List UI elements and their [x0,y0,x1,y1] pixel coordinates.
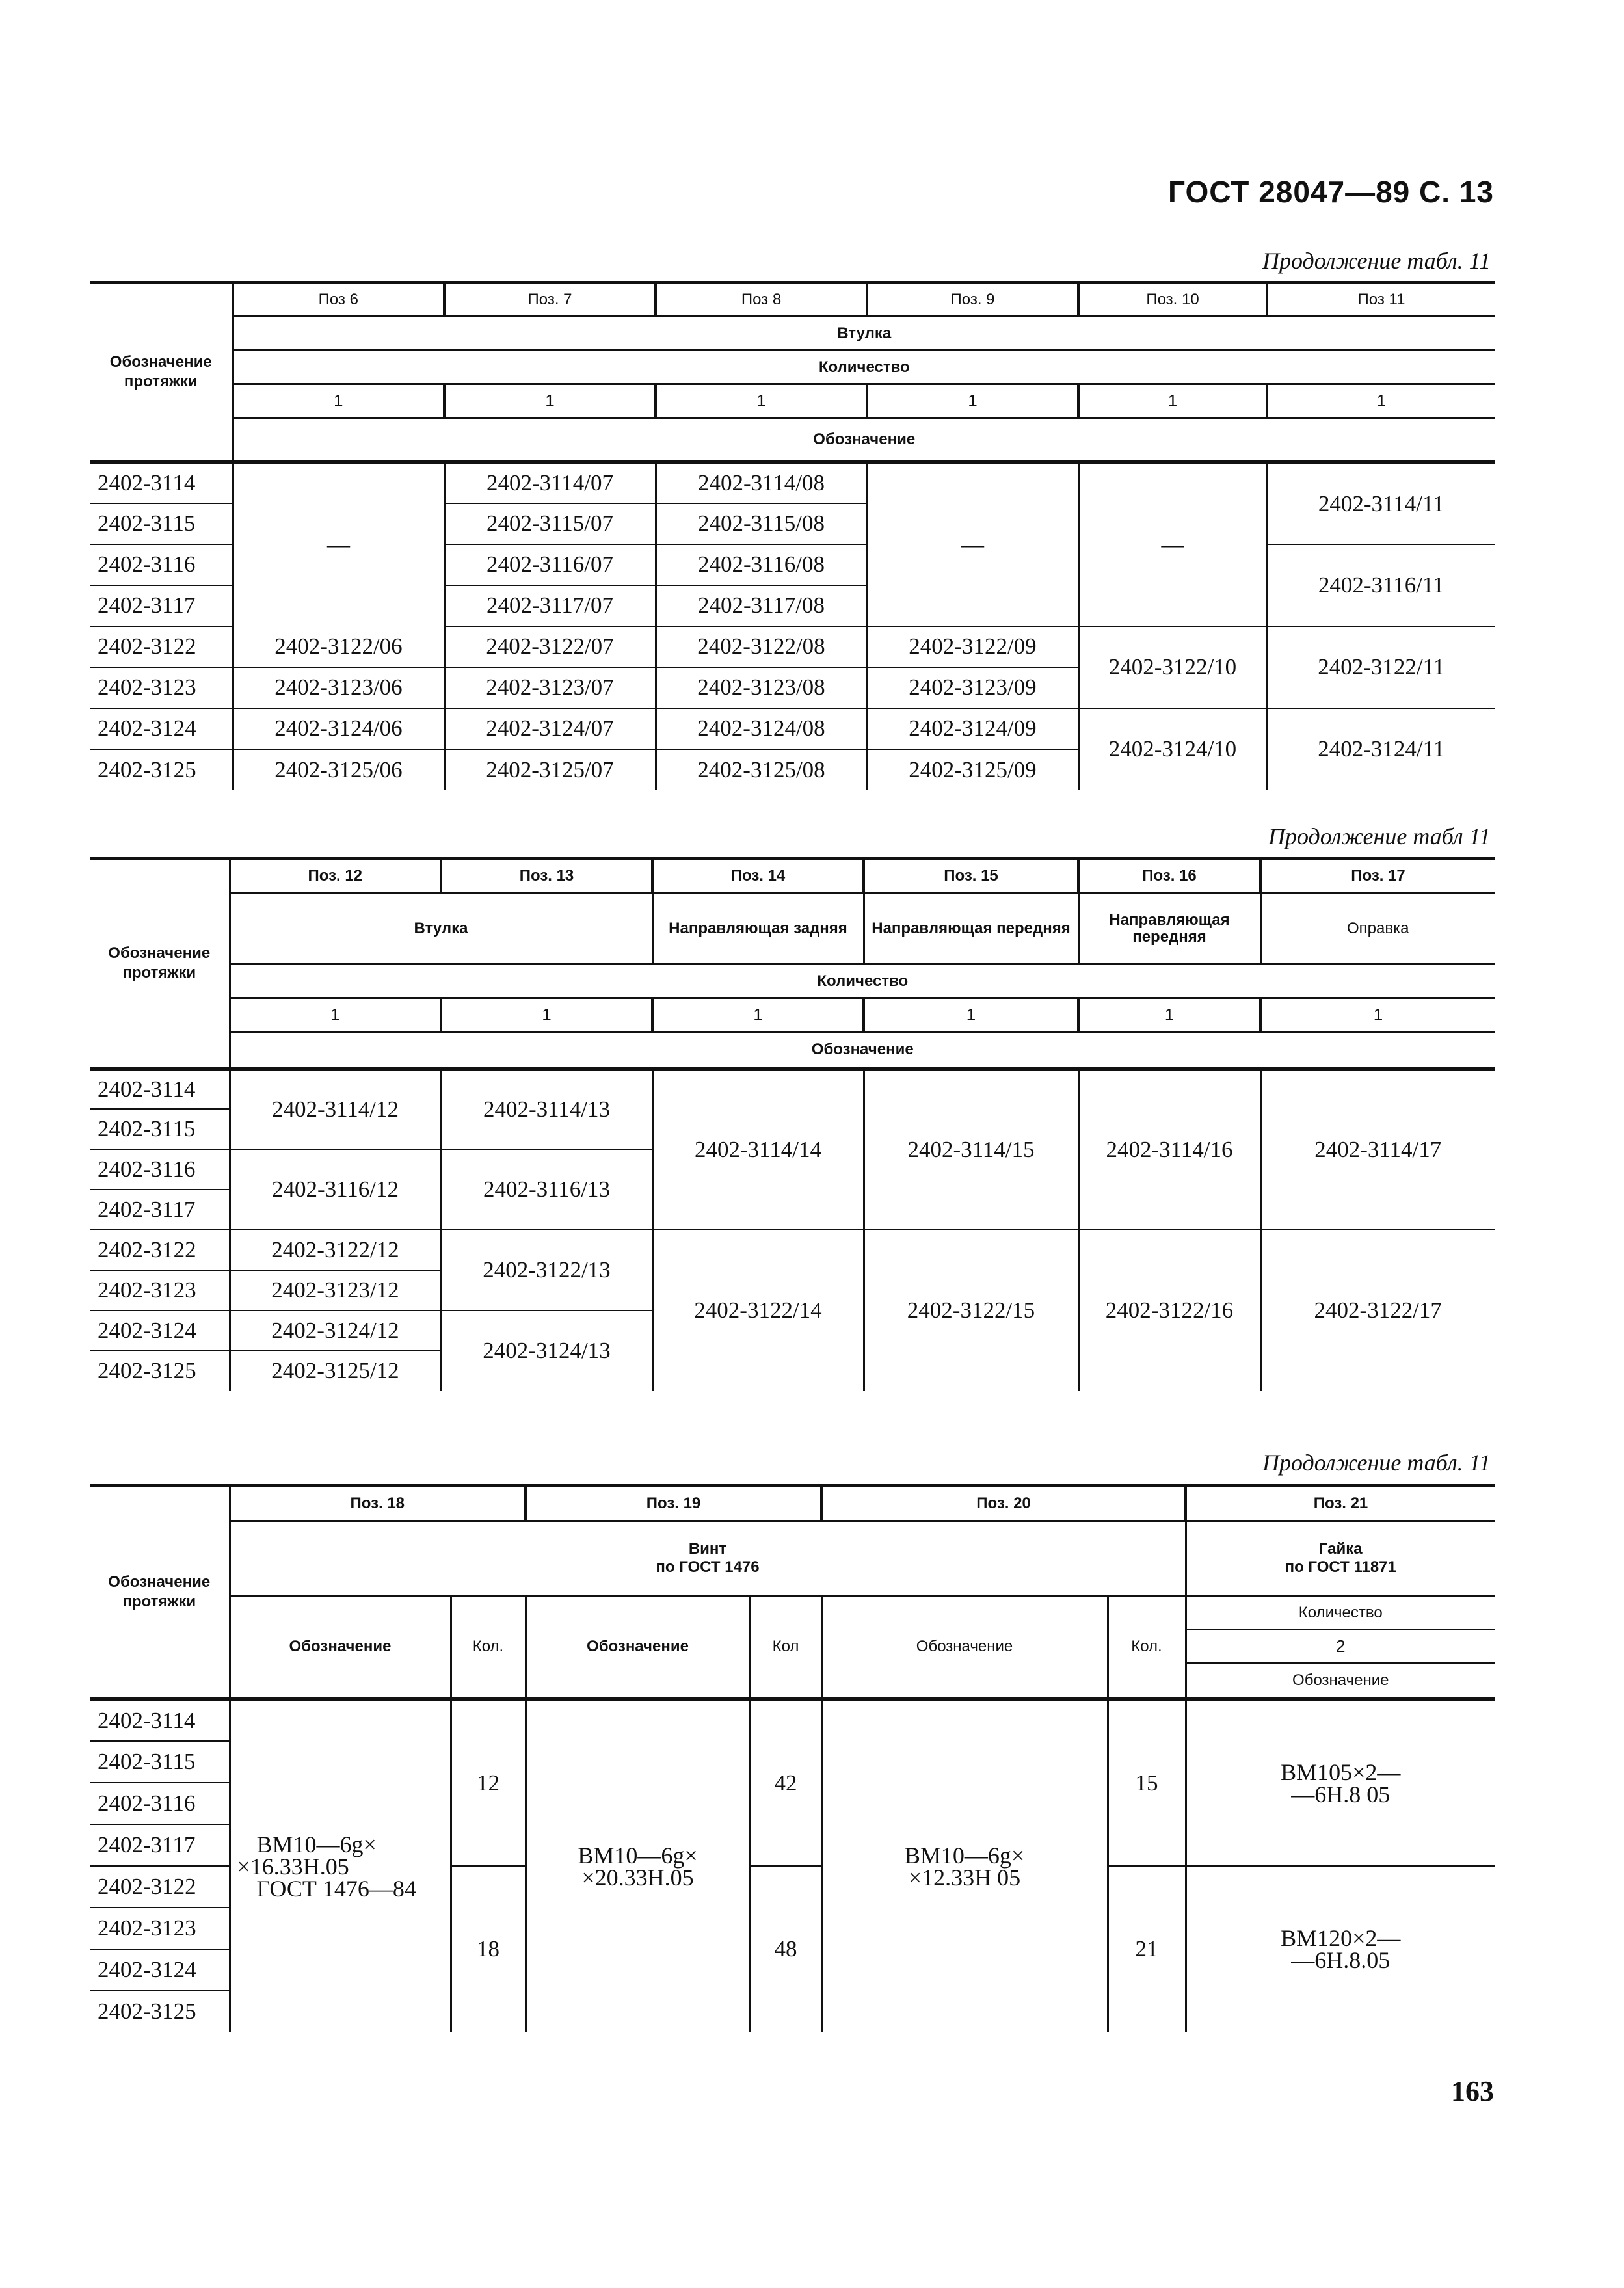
table3-p20-line1: ВМ10—6g× [904,1842,1025,1869]
table3-p18-line3: ГОСТ 1476—84 [256,1876,416,1902]
table3-nut-designation-label: Обозначение [1292,1671,1389,1690]
table3-p18-qty-b: 18 [451,1866,526,2032]
table1-pos-7: Поз. 7 [444,283,656,317]
table3-caption: Продолжение табл. 11 [1262,1450,1491,1476]
table3-p19-line2: ×20.33Н.05 [581,1865,694,1891]
table-cell: 2402-3123/12 [230,1270,441,1310]
table2 [90,857,1495,1391]
table-cell: 2402-3114/11 [1267,462,1495,544]
table-row-code: 2402-3115 [90,503,233,544]
table-row-code: 2402-3117 [90,1190,230,1230]
table3-p21-b1: ВМ120×2— [1281,1925,1401,1951]
table2-qty-16: 1 [1078,998,1260,1032]
table1-group-label: Втулка [837,324,892,342]
table1-row-header: Обозначение протяжки [90,283,233,462]
table3-p19-line1: ВМ10—6g× [578,1842,698,1869]
table-row-code: 2402-3116 [90,1149,230,1190]
table3-nut-qty: 2 [1336,1636,1346,1656]
table-row-code: 2402-3117 [90,585,233,626]
table-cell: 2402-3124/08 [656,708,867,749]
table-cell: 2402-3114/08 [656,462,867,503]
table-cell: 2402-3115/07 [444,503,656,544]
table-cell: 2402-3122/14 [652,1230,864,1391]
table-cell: 2402-3122/15 [864,1230,1078,1391]
table1-pos-9: Поз. 9 [867,283,1078,317]
table3-p18-line2: ×16.33Н.05 [237,1854,349,1880]
table1-pos-8: Поз 8 [656,283,867,317]
table3-p19-qty-b: 48 [750,1866,821,2032]
table1-qty-9: 1 [867,384,1078,418]
table-cell: 2402-3122/11 [1267,626,1495,708]
table-row-code: 2402-3123 [90,1908,230,1949]
table-row-code: 2402-3115 [90,1109,230,1149]
table-cell: 2402-3117/07 [444,585,656,626]
table-row-code: 2402-3116 [90,544,233,585]
table2-pos-14: Поз. 14 [652,859,864,893]
table-row-code: 2402-3116 [90,1783,230,1824]
table3-row-header: Обозначение протяжки [90,1486,230,1699]
table-cell: 2402-3124/11 [1318,736,1445,762]
table3-pos-21: Поз. 21 [1186,1486,1495,1521]
table1-pos-6: Поз 6 [318,291,358,308]
table1-qty-label: Количество [818,358,910,376]
table-cell: 2402-3116/12 [230,1149,441,1230]
table2-mandrel-label: Оправка [1347,919,1409,937]
table3-pos-18: Поз. 18 [350,1495,405,1512]
table2-pos-16: Поз. 16 [1078,859,1260,893]
table-row-code: 2402-3114 [90,1069,230,1109]
table-cell: 2402-3123/07 [444,667,656,708]
table-row-code: 2402-3123 [90,1270,230,1310]
table-cell: 2402-3114/16 [1078,1069,1260,1230]
table1-qty-7: 1 [444,384,656,418]
table-cell: 2402-3114/17 [1260,1069,1495,1230]
table-row-code: 2402-3124 [90,708,233,749]
table3 [90,1484,1495,2032]
table1-qty-10: 1 [1078,384,1267,418]
table-cell: 2402-3125/12 [230,1351,441,1391]
table2-row-header: Обозначение протяжки [90,859,230,1069]
table3-p19-qty-a: 42 [750,1699,821,1866]
table-cell: 2402-3123/06 [233,667,444,708]
table3-nut-std: по ГОСТ 11871 [1285,1558,1396,1576]
table3-screw-std: по ГОСТ 1476 [656,1558,760,1576]
table-cell: 2402-3123/09 [867,667,1078,708]
table-cell: 2402-3122/09 [867,626,1078,667]
table-cell: 2402-3123/08 [656,667,867,708]
table-cell: 2402-3124/06 [233,708,444,749]
table-row-code: 2402-3117 [90,1824,230,1866]
table2-front-guide-16-label: Направляющая передняя [1078,893,1260,964]
table3-p18-designation-label: Обозначение [230,1596,451,1697]
table3-p21-a2: —6Н.8 05 [1291,1781,1391,1807]
table1-p9-dash: — [867,462,1078,626]
table-cell: 2402-3117/08 [656,585,867,626]
table-cell: 2402-3114/13 [441,1069,652,1149]
table2-qty-14: 1 [652,998,864,1032]
table-cell: 2402-3122/07 [444,626,656,667]
table-row-code: 2402-3114 [90,462,233,503]
table-cell: 2402-3122/10 [1078,626,1267,708]
table-cell: 2402-3116/13 [441,1149,652,1230]
table1-designation-label: Обозначение [813,430,916,448]
table-row-code: 2402-3122 [90,1866,230,1908]
table-cell: 2402-3124/10 [1078,708,1267,790]
table2-bushing-label: Втулка [230,893,652,964]
table2-designation-label: Обозначение [811,1040,914,1058]
table2-qty-15: 1 [864,998,1078,1032]
table3-p18-qty-label: Кол. [451,1596,526,1697]
table-cell: 2402-3122/17 [1314,1297,1442,1323]
table-cell: 2402-3124/09 [867,708,1078,749]
page-number: 163 [1451,2075,1494,2107]
table3-p21-a1: ВМ105×2— [1281,1759,1401,1785]
page-title: ГОСТ 28047—89 С. 13 [1167,175,1494,209]
table-row-code: 2402-3125 [90,1991,230,2032]
table-cell: 2402-3114/12 [230,1069,441,1149]
table2-caption: Продолжение табл 11 [1268,823,1491,849]
table-cell: 2402-3125/07 [444,749,656,790]
table2-pos-17: Поз. 17 [1260,859,1495,893]
table-row-code: 2402-3123 [90,667,233,708]
table-cell: 2402-3115/08 [656,503,867,544]
table3-p20-qty-a: 15 [1108,1699,1186,1866]
table2-rear-guide-label: Направляющая задняя [652,893,864,964]
table-row-code: 2402-3125 [90,749,233,790]
table2-qty-13: 1 [441,998,652,1032]
table-cell: 2402-3122/06 [233,626,444,667]
table3-p19-designation-label: Обозначение [526,1596,750,1697]
table-row-code: 2402-3125 [90,1351,230,1391]
table1-qty-8: 1 [656,384,867,418]
table3-pos-19: Поз. 19 [526,1486,821,1521]
table3-p20-designation-label: Обозначение [821,1596,1108,1697]
table1-caption: Продолжение табл. 11 [1262,248,1491,274]
table-cell: 2402-3114/14 [652,1069,864,1230]
table2-pos-12: Поз. 12 [308,867,363,885]
table1-pos-10: Поз. 10 [1078,283,1267,317]
table2-front-guide-15-label: Направляющая передняя [864,893,1078,964]
table1-qty-11: 1 [1267,384,1495,418]
table-cell: 2402-3116/08 [656,544,867,585]
table-cell: 2402-3116/07 [444,544,656,585]
table1-p6-dash: — [233,462,444,626]
table1-p10-dash: — [1078,462,1267,626]
table-cell: 2402-3122/08 [656,626,867,667]
table3-p20-qty-b: 21 [1108,1866,1186,2032]
table3-pos-20: Поз. 20 [821,1486,1186,1521]
table-cell: 2402-3122/12 [230,1230,441,1270]
table-row-code: 2402-3122 [90,1230,230,1270]
table2-pos-13: Поз. 13 [441,859,652,893]
table-cell: 2402-3124/12 [230,1310,441,1351]
table3-p21-b2: —6Н.8.05 [1291,1947,1391,1973]
table2-qty-17: 1 [1260,998,1495,1032]
table-cell: 2402-3125/08 [656,749,867,790]
table-cell: 2402-3122/13 [441,1230,652,1310]
table-row-code: 2402-3115 [90,1741,230,1783]
table3-p20-qty-label: Кол. [1108,1596,1186,1697]
table-row-code: 2402-3114 [90,1699,230,1741]
table3-p18-line1: ВМ10—6g× [256,1831,377,1857]
table2-qty-12: 1 [330,1005,340,1024]
table3-p20-line2: ×12.33Н 05 [908,1865,1021,1891]
table2-pos-15: Поз. 15 [864,859,1078,893]
table-cell: 2402-3124/07 [444,708,656,749]
table-row-code: 2402-3124 [90,1310,230,1351]
table-cell: 2402-3125/09 [867,749,1078,790]
table3-nut-label: Гайка [1318,1540,1363,1558]
table1-qty-6: 1 [334,391,343,410]
table-cell: 2402-3125/06 [233,749,444,790]
table3-p19-qty-label: Кол [750,1596,821,1697]
table1-pos-11: Поз 11 [1267,283,1495,317]
table-cell: 2402-3122/16 [1078,1230,1260,1391]
table3-screw-label: Винт [688,1540,727,1558]
table1 [90,281,1495,790]
table-cell: 2402-3114/07 [444,462,656,503]
table-cell: 2402-3124/13 [441,1310,652,1391]
table2-qty-label: Количество [817,972,909,990]
table3-p18-qty-a: 12 [451,1699,526,1866]
table-cell: 2402-3114/15 [864,1069,1078,1230]
table-row-code: 2402-3122 [90,626,233,667]
table-row-code: 2402-3124 [90,1949,230,1991]
table-cell: 2402-3116/11 [1267,544,1495,626]
table3-nut-qty-label: Количество [1298,1603,1383,1621]
